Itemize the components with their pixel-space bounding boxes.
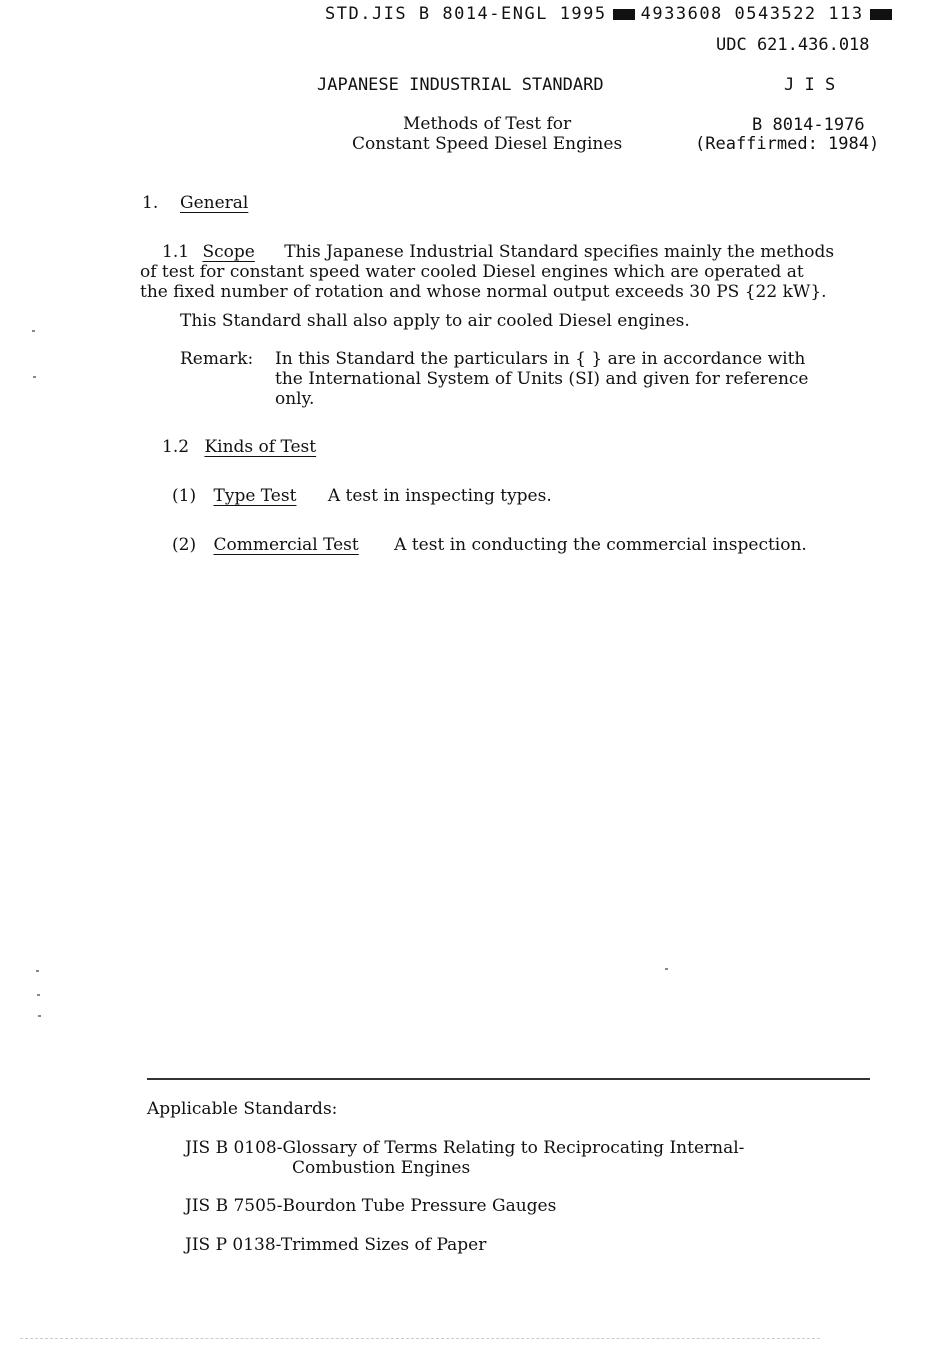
applicable-item-line1: JIS B 7505-Bourdon Tube Pressure Gauges [185,1196,557,1216]
scope-title: Scope [202,242,255,262]
list-item-name: Type Test [213,486,297,506]
applicable-item-line1: JIS B 0108-Glossary of Terms Relating to Reciprocating Internal- [185,1138,745,1158]
remark-line2: the International System of Units (SI) and given for reference [275,369,809,389]
list-item-name: Commercial Test [213,535,359,555]
remark-line1: In this Standard the particulars in { } are in accordance with [275,349,806,369]
applicable-item-line1: JIS P 0138-Trimmed Sizes of Paper [185,1235,487,1255]
footnote-divider [147,1078,870,1080]
list-item-description: A test in inspecting types. [327,486,552,506]
list-item-number: (1) [172,486,197,506]
stamp-block-mark [613,9,635,20]
scan-edge-noise [20,1338,820,1339]
scope-text-line4: This Standard shall also apply to air cooled Diesel engines. [180,311,690,331]
document-stamp [325,4,898,24]
list-item-description: A test in conducting the commercial inspection. [394,535,807,555]
list-item-number: (2) [172,535,197,555]
stamp-code: 4933608 0543522 113 [640,4,864,24]
scope-paragraph-line1 [162,242,834,262]
scan-speck [665,968,668,970]
stamp-text: STD.JIS B 8014-ENGL 1995 [325,4,607,24]
udc-number: UDC 621.436.018 [716,35,870,55]
kinds-number: 1.2 [162,437,190,457]
applicable-item-line2: Combustion Engines [292,1158,471,1178]
scan-speck [37,994,40,996]
applicable-heading: Applicable Standards: [147,1099,338,1119]
scan-speck [38,1015,41,1017]
scan-speck [32,330,35,332]
document-title-line1: Methods of Test for [403,114,572,134]
list-item [172,486,552,506]
scope-text-line1: This Japanese Industrial Standard specifies mainly the methods [284,242,835,262]
scan-speck [36,970,39,972]
kinds-title: Kinds of Test [204,437,317,457]
scan-speck [33,376,36,378]
standard-number: B 8014-1976 [752,115,865,135]
document-title-line2: Constant Speed Diesel Engines [352,134,623,154]
reaffirmed-date: (Reaffirmed: 1984) [695,134,880,154]
jis-mark: J I S [784,75,836,95]
kinds-heading [162,437,316,457]
section-title: General [180,193,249,213]
organization-heading: JAPANESE INDUSTRIAL STANDARD [317,75,604,95]
remark-line3: only. [275,389,315,409]
scope-text-line3: the fixed number of rotation and whose normal output exceeds 30 PS {22 kW}. [140,282,827,302]
list-item [172,535,807,555]
scope-text-line2: of test for constant speed water cooled Diesel engines which are operated at [140,262,804,282]
remark-label: Remark: [180,349,254,369]
stamp-block-mark-end [870,9,892,20]
scope-number: 1.1 [162,242,190,262]
section-number: 1. [142,193,159,213]
